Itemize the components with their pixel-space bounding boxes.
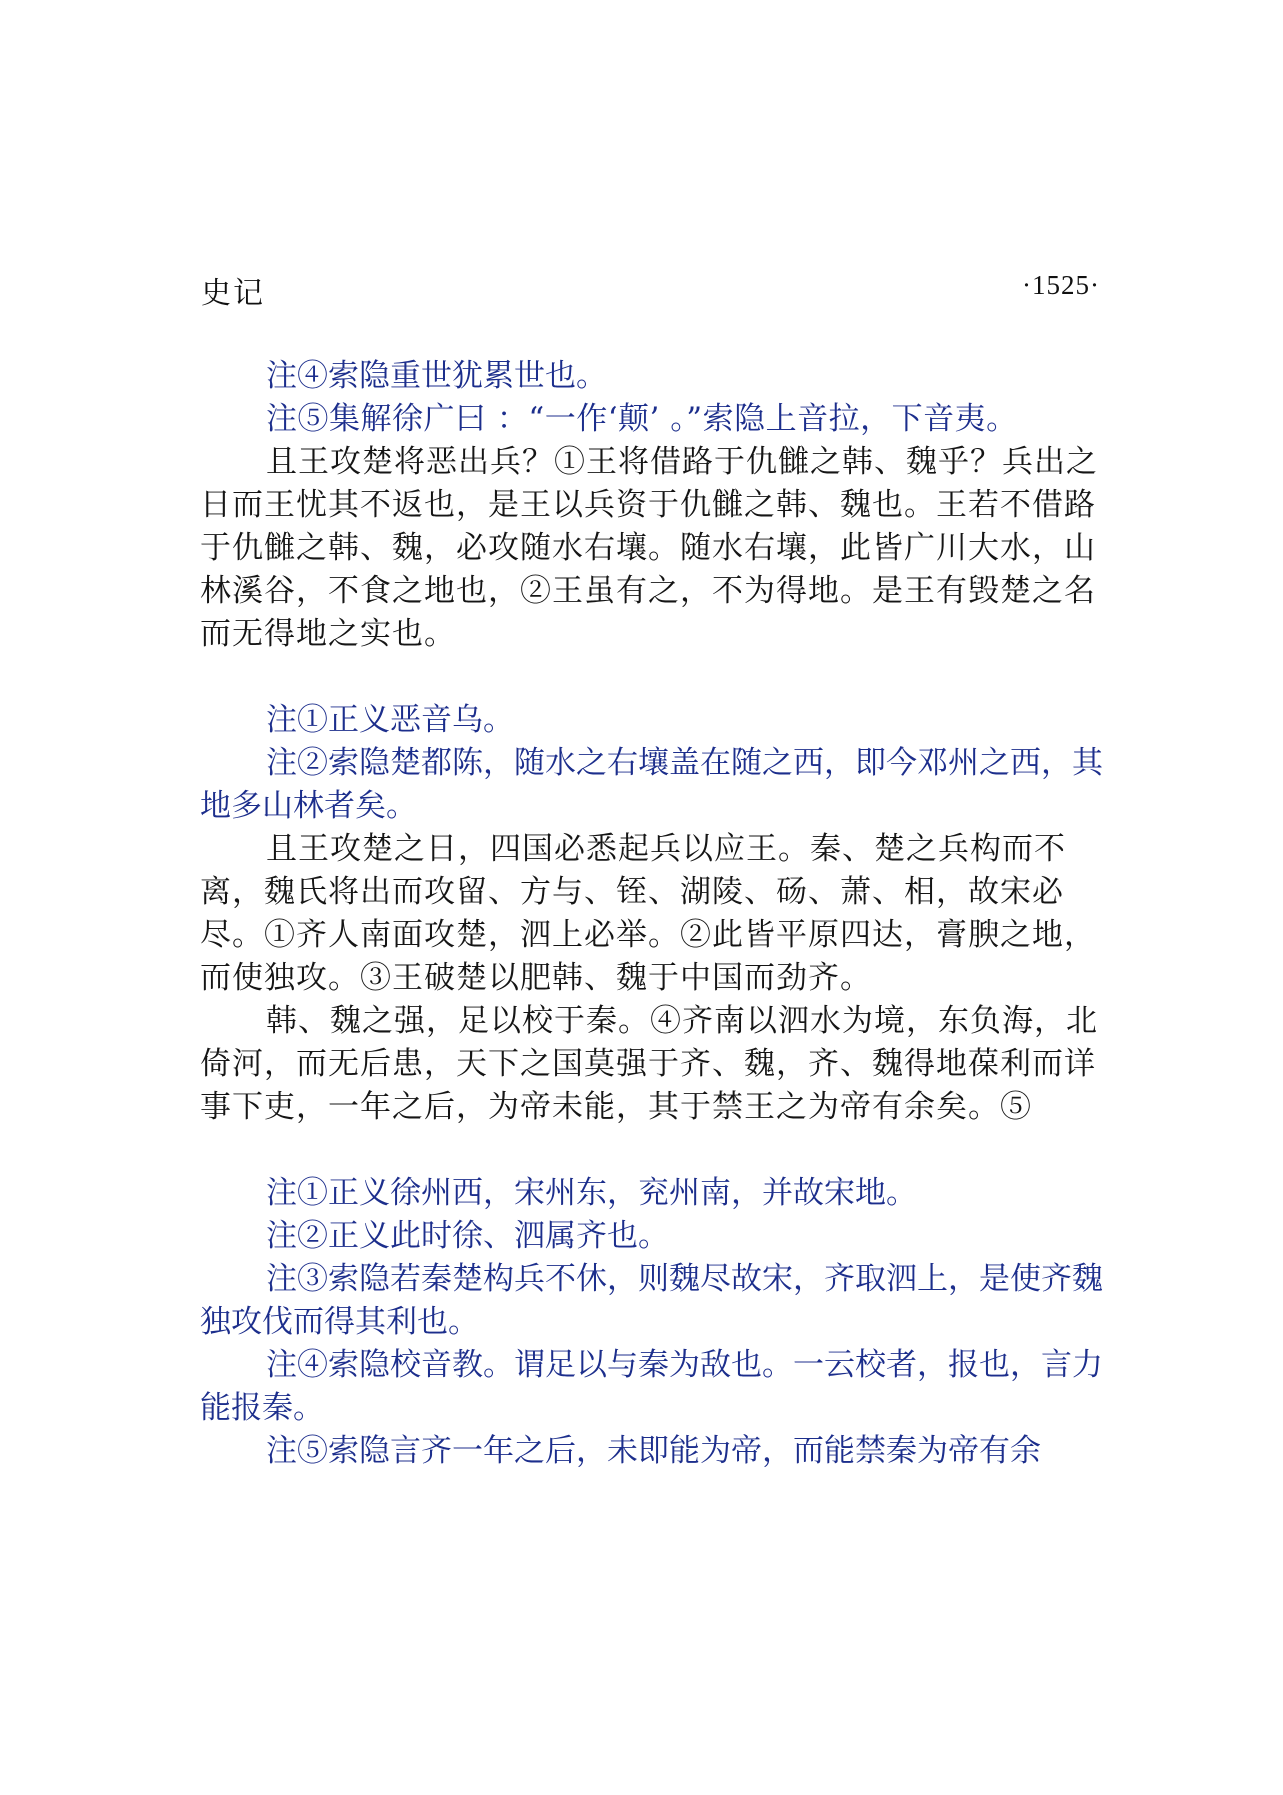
- annotation-paragraph: 注⑤索隐言齐一年之后，未即能为帝，而能禁秦为帝有余: [266, 1433, 1041, 1469]
- paragraph-spacer: [200, 1129, 1105, 1172]
- page-number: ·1525·: [1022, 270, 1100, 300]
- annotation-paragraph: 注⑤集解徐广曰 ：“一作‘颠’ 。”索隐上音拉，下音夷。: [266, 401, 1018, 437]
- annotation-paragraph: 注②索隐楚都陈，随水之右壤盖在随之西，即今邓州之西，其地多山林者矣。: [200, 745, 1103, 824]
- paragraph-spacer: [200, 656, 1105, 699]
- annotation-paragraph: 注②正义此时徐、泗属齐也。: [266, 1218, 669, 1254]
- main-text-paragraph: 韩、魏之强，足以校于秦。④齐南以泗水为境，东负海，北倚河，而无后患，天下之国莫强于齐、魏，齐、魏得地葆利而详事下吏，一年之后，为帝未能，其于禁王之为帝有余矣。⑤: [200, 1003, 1098, 1125]
- page-header: [201, 268, 1101, 311]
- annotation-paragraph: 注③索隐若秦楚构兵不休，则魏尽故宋，齐取泗上，是使齐魏独攻伐而得其利也。: [200, 1261, 1103, 1340]
- annotation-paragraph: 注①正义恶音乌。: [266, 702, 514, 738]
- annotation-paragraph: 注④索隐校音教。谓足以与秦为敌也。一云校者，报也，言力能报秦。: [200, 1347, 1103, 1426]
- main-text-paragraph: 且王攻楚之日，四国必悉起兵以应王。秦、楚之兵构而不离，魏氏将出而攻留、方与、铚、湖陵、砀、萧、相，故宋必尽。①齐人南面攻楚，泗上必举。②此皆平原四达，膏腴之地，而使独攻。③王破楚以肥韩、魏于中国而劲齐。: [200, 831, 1096, 996]
- annotation-paragraph: 注④索隐重世犹累世也。: [266, 358, 607, 394]
- annotation-paragraph: 注①正义徐州西，宋州东，兖州南，并故宋地。: [266, 1175, 917, 1211]
- book-title: 史记: [201, 276, 265, 311]
- page-content: [200, 355, 1105, 1473]
- main-text-paragraph: 且王攻楚将恶出兵？①王将借路于仇雠之韩、魏乎？兵出之日而王忧其不返也，是王以兵资于仇雠之韩、魏也。王若不借路于仇雠之韩、魏，必攻随水右壤。随水右壤，此皆广川大水，山林溪谷，不食之地也，②王虽有之，不为得地。是王有毁楚之名而无得地之实也。: [200, 444, 1098, 652]
